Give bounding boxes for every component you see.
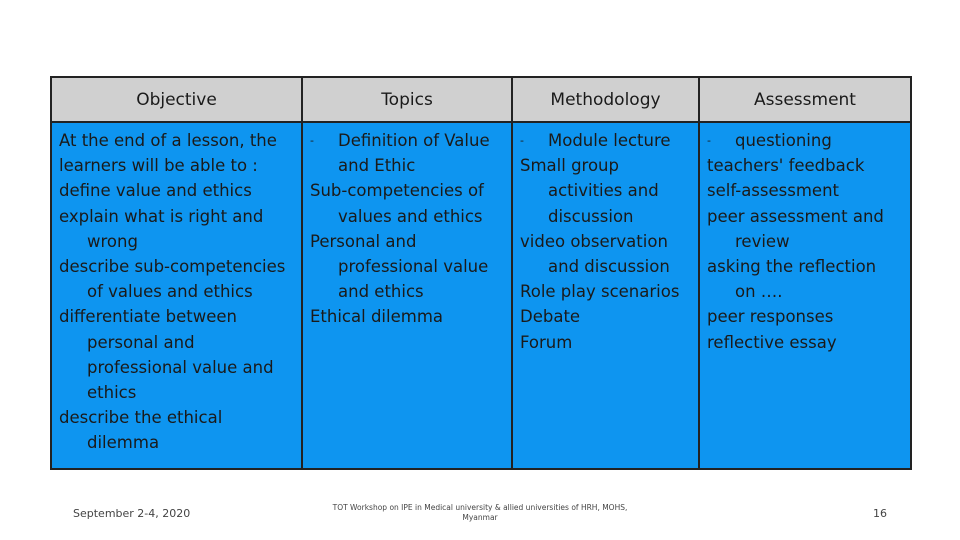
topics-line (310, 128, 511, 153)
bullet-marker: - (707, 134, 711, 147)
assessment-text: peer assessment and (707, 206, 884, 226)
methodology-line (520, 279, 698, 304)
footer-workshop-title (330, 503, 630, 523)
objective-line (59, 405, 301, 430)
methodology-text: activities and (548, 181, 659, 201)
topics-text: Ethical dilemma (310, 307, 443, 327)
table-row (51, 122, 911, 469)
topics-line (310, 229, 511, 254)
assessment-text: reflective essay (707, 332, 837, 352)
objective-line (59, 380, 301, 405)
topics-cell (302, 122, 512, 469)
methodology-line (520, 304, 698, 329)
topics-line (310, 178, 511, 203)
topics-line (310, 254, 511, 279)
methodology-cell (512, 122, 699, 469)
methodology-text: and discussion (548, 257, 670, 277)
footer-workshop-line1: TOT Workshop on IPE in Medical university & allied universities of HRH, MOHS, (332, 503, 628, 512)
topics-text: and ethics (338, 282, 424, 302)
methodology-line (520, 330, 698, 355)
objective-line (59, 128, 301, 153)
methodology-line (520, 153, 698, 178)
topics-line (310, 279, 511, 304)
methodology-line (520, 204, 698, 229)
objective-text: wrong (87, 231, 138, 251)
objective-text: professional value and (87, 357, 274, 377)
topics-line (310, 304, 511, 329)
assessment-text: teachers' feedback (707, 156, 865, 176)
objective-line (59, 304, 301, 329)
objective-line (59, 279, 301, 304)
bullet-marker: - (520, 134, 524, 147)
objective-text: of values and ethics (87, 282, 253, 302)
objective-cell (51, 122, 302, 469)
methodology-text: Small group (520, 156, 619, 176)
objective-line (59, 229, 301, 254)
objective-text: explain what is right and (59, 206, 264, 226)
assessment-text: peer responses (707, 307, 834, 327)
header-topics: Topics (302, 77, 512, 122)
objective-line (59, 204, 301, 229)
table-header-row (51, 77, 911, 122)
topics-text: Sub-competencies of (310, 181, 484, 201)
header-methodology: Methodology (512, 77, 699, 122)
header-objective: Objective (51, 77, 302, 122)
assessment-line (707, 178, 910, 203)
curriculum-table (50, 76, 912, 470)
topics-text: Definition of Value (338, 131, 490, 150)
assessment-cell (699, 122, 911, 469)
footer-date: September 2-4, 2020 (73, 507, 191, 520)
header-assessment: Assessment (699, 77, 911, 122)
assessment-line (707, 330, 910, 355)
methodology-text: video observation (520, 231, 668, 251)
methodology-text: Debate (520, 307, 581, 327)
assessment-text: on …. (735, 282, 783, 302)
methodology-text: Role play scenarios (520, 282, 680, 302)
assessment-line (707, 153, 910, 178)
methodology-line (520, 178, 698, 203)
topics-text: and Ethic (338, 156, 416, 176)
methodology-line (520, 254, 698, 279)
assessment-line (707, 304, 910, 329)
objective-text: differentiate between (59, 307, 237, 327)
topics-text: Personal and (310, 231, 417, 251)
methodology-text: discussion (548, 206, 634, 226)
methodology-line (520, 128, 698, 153)
bullet-marker: - (310, 134, 314, 147)
objective-text: describe sub-competencies (59, 257, 286, 277)
methodology-line (520, 229, 698, 254)
methodology-text: Module lecture (548, 131, 671, 150)
objective-line (59, 178, 301, 203)
assessment-line (707, 204, 910, 229)
objective-text: describe the ethical (59, 408, 223, 428)
assessment-text: review (735, 231, 790, 251)
assessment-text: self-assessment (707, 181, 839, 201)
objective-text: At the end of a lesson, the (59, 131, 277, 150)
objective-text: learners will be able to : (59, 156, 258, 176)
assessment-text: asking the reflection (707, 257, 877, 277)
methodology-text: Forum (520, 332, 573, 352)
objective-line (59, 330, 301, 355)
objective-line (59, 153, 301, 178)
assessment-line (707, 229, 910, 254)
topics-text: professional value (338, 257, 489, 277)
assessment-line (707, 128, 910, 153)
objective-text: ethics (87, 383, 137, 403)
objective-text: dilemma (87, 433, 160, 453)
assessment-text: questioning (735, 131, 832, 150)
assessment-line (707, 254, 910, 279)
objective-line (59, 254, 301, 279)
topics-line (310, 204, 511, 229)
objective-line (59, 355, 301, 380)
topics-text: values and ethics (338, 206, 483, 226)
footer-workshop-line2: Myanmar (462, 513, 498, 522)
assessment-line (707, 279, 910, 304)
objective-text: define value and ethics (59, 181, 252, 201)
topics-line (310, 153, 511, 178)
objective-text: personal and (87, 332, 195, 352)
objective-line (59, 430, 301, 455)
page-number: 16 (873, 507, 887, 520)
